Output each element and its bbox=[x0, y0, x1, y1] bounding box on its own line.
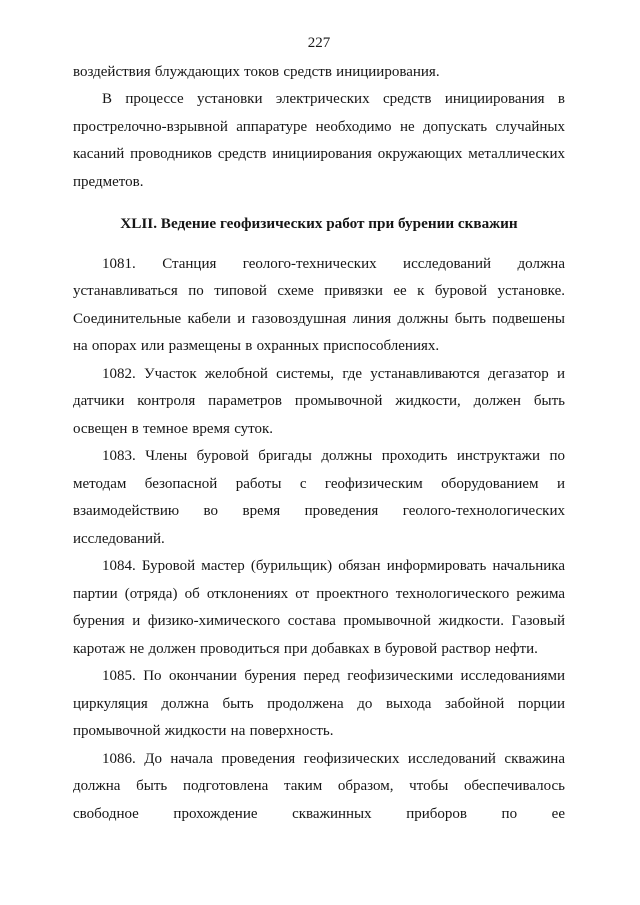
paragraph-1082: 1082. Участок желобной системы, где устанавливаются дегазатор и датчики контроля параметров промывочной жидкости, должен быть освещен в темное время суток. bbox=[73, 365, 565, 437]
page-number: 227 bbox=[307, 35, 331, 51]
text-block bbox=[73, 59, 565, 829]
paragraph-1085: 1085. По окончании бурения перед геофизическими исследованиями циркуляция должна быть продолжена до выхода забойной порции промывочной жидкости на поверхность. bbox=[73, 668, 565, 739]
paragraph-1086: 1086. До начала проведения геофизических исследований скважина должна быть подготовлена таким образом, чтобы обеспечивалось свободное прохождение скважинных приборов по ее bbox=[73, 750, 565, 822]
paragraph-1083: 1083. Члены буровой бригады должны проходить инструктажи по методам безопасной работы с геофизическим оборудованием и взаимодействию во время проведения геолого-технологических исследований. bbox=[73, 448, 565, 547]
paragraph-1081: 1081. Станция геолого-технических исследований должна устанавливаться по типовой схеме привязки ее к буровой установке. Соединительные кабели и газовоздушная линия должны быть подвешены на опорах или размещены в охранных приспособлениях. bbox=[73, 255, 565, 354]
paragraph-initiation-means: В процессе установки электрических средств инициирования в прострелочно-взрывной аппаратуре необходимо не допускать случайных касаний проводников средств инициирования окружающих металлических предметов. bbox=[73, 91, 565, 190]
paragraph-1084: 1084. Буровой мастер (бурильщик) обязан информировать начальника партии (отряда) об отклонениях от проектного технологического режима бурения и физико-химического состава промывочной жидкости. Газовый каротаж не должен проводиться при добавках в буровой раствор нефти. bbox=[73, 558, 565, 657]
paragraph-continuation-end: воздействия блуждающих токов средств инициирования. bbox=[73, 63, 440, 80]
section-heading: XLII. Ведение геофизических работ при бурении скважин bbox=[120, 215, 518, 232]
